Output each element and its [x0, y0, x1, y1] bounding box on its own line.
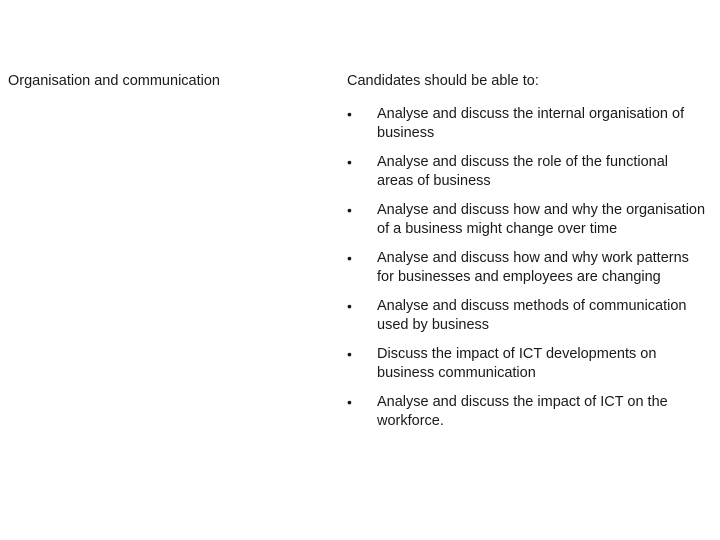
outcomes-list	[347, 105, 707, 430]
list-item	[347, 249, 707, 286]
list-item	[347, 345, 707, 382]
list-item-text: Analyse and discuss how and why the organisation of a business might change over time	[377, 202, 706, 237]
bullet-icon: •	[347, 250, 352, 266]
list-item	[347, 201, 707, 238]
list-item	[347, 393, 707, 430]
list-item-text: Analyse and discuss the role of the functional areas of business	[377, 154, 668, 189]
section-heading: Organisation and communication	[8, 73, 220, 89]
list-item	[347, 105, 707, 142]
bullet-icon: •	[347, 154, 352, 170]
list-item-text: Analyse and discuss the internal organisation of business	[377, 106, 685, 141]
list-item-text: Analyse and discuss methods of communication used by business	[377, 298, 687, 333]
bullet-icon: •	[347, 106, 352, 122]
list-item-text: Analyse and discuss the impact of ICT on the workforce.	[377, 394, 668, 429]
bullet-icon: •	[347, 202, 352, 218]
bullet-icon: •	[347, 346, 352, 362]
bullet-icon: •	[347, 298, 352, 314]
list-item	[347, 153, 707, 190]
list-item	[347, 297, 707, 334]
learning-outcomes	[347, 72, 707, 441]
bullet-icon: •	[347, 394, 352, 410]
outcomes-intro: Candidates should be able to:	[347, 73, 539, 89]
list-item-text: Analyse and discuss how and why work patterns for businesses and employees are changing	[377, 250, 689, 285]
list-item-text: Discuss the impact of ICT developments on business communication	[377, 346, 657, 381]
